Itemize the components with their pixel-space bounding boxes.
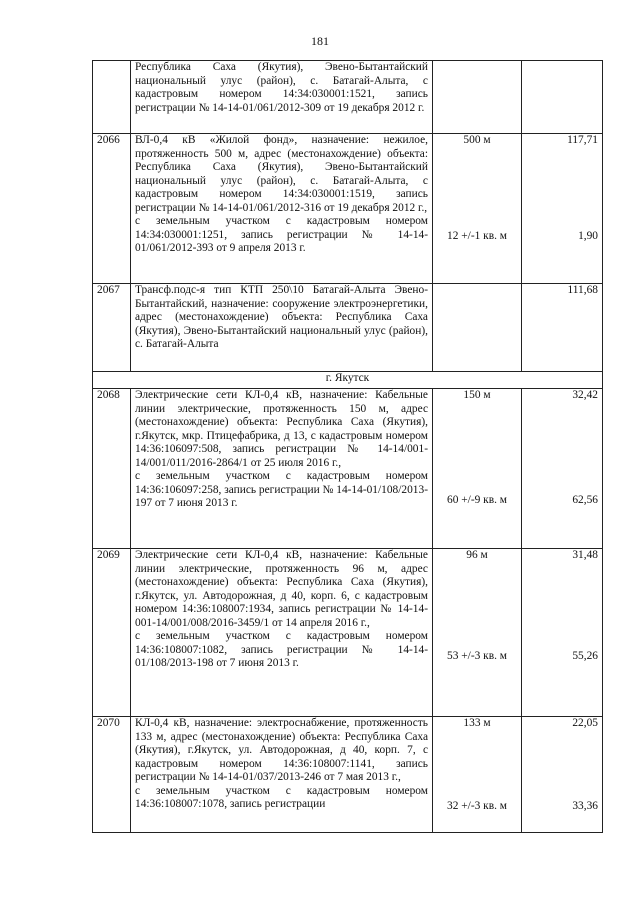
row-quantity xyxy=(433,284,522,372)
row-number: 2069 xyxy=(93,549,131,717)
row-number: 2067 xyxy=(93,284,131,372)
section-row xyxy=(93,372,603,389)
value-primary: 117,71 xyxy=(567,134,598,146)
value-land: 1,90 xyxy=(578,229,598,242)
row-quantity xyxy=(433,549,522,717)
row-quantity xyxy=(433,134,522,284)
value-land: 62,56 xyxy=(572,493,598,506)
value-primary: 111,68 xyxy=(567,284,598,296)
quantity-land: 12 +/-1 кв. м xyxy=(447,229,507,242)
row-quantity xyxy=(433,61,522,134)
table-row xyxy=(93,134,603,284)
row-value xyxy=(522,134,603,284)
row-description: ВЛ-0,4 кВ «Жилой фонд», назначение: нежилое, протяженность 500 м, адрес (местонахождение) объекта: Республика Саха (Якутия), Эвено-Бытантайский национальный улус (район), с. Батагай-Алыта, с кадастровым номером 14:34:030001:1519, запись регистрации № 14-14-01/061/2012-316 от 19 декабря 2012 г., с земельным участком с кадастровым номером 14:34:030001:1251, запись регистрации № 14-14-01/061/2012-393 от 9 апреля 2013 г. xyxy=(131,134,433,284)
value-primary: 32,42 xyxy=(572,389,598,401)
table-row xyxy=(93,61,603,134)
quantity-land: 60 +/-9 кв. м xyxy=(447,493,507,506)
table-row xyxy=(93,284,603,372)
quantity-primary: 500 м xyxy=(463,134,491,146)
row-value xyxy=(522,284,603,372)
row-number xyxy=(93,61,131,134)
row-value xyxy=(522,389,603,549)
value-land: 33,36 xyxy=(572,799,598,812)
row-description: КЛ-0,4 кВ, назначение: электроснабжение, протяженность 133 м, адрес (местонахождение) объекта: Республика Саха (Якутия), г.Якутск, ул. Автодорожная, д 40, корп. 7, с кадастровым номером 14:36:108007:1141, запись регистрации № 14-14-01/037/2013-246 от 7 мая 2013 г., с земельным участком с кадастровым номером 14:36:108007:1078, запись регистрации xyxy=(131,717,433,833)
row-description: Трансф.подс-я тип КТП 250\10 Батагай-Алыта Эвено-Бытантайский, назначение: сооружение электроэнергетики, адрес (местонахождение) объекта: Республика Саха (Якутия), Эвено-Бытантайский национальный улус (район), с. Батагай-Алыта xyxy=(131,284,433,372)
table-row xyxy=(93,389,603,549)
row-number: 2068 xyxy=(93,389,131,549)
row-number: 2070 xyxy=(93,717,131,833)
quantity-primary: 96 м xyxy=(466,549,488,561)
value-land: 55,26 xyxy=(572,649,598,662)
quantity-land: 53 +/-3 кв. м xyxy=(447,649,507,662)
row-description: Республика Саха (Якутия), Эвено-Бытантайский национальный улус (район), с. Батагай-Алыта, с кадастровым номером 14:34:030001:1521, запись регистрации № 14-14-01/061/2012-309 от 19 декабря 2012 г. xyxy=(131,61,433,134)
row-value xyxy=(522,717,603,833)
row-quantity xyxy=(433,717,522,833)
row-quantity xyxy=(433,389,522,549)
page-number: 181 xyxy=(311,34,329,48)
row-value xyxy=(522,549,603,717)
value-primary: 22,05 xyxy=(572,717,598,729)
table-row xyxy=(93,717,603,833)
registry-table xyxy=(92,60,603,833)
section-title: г. Якутск xyxy=(93,372,603,389)
quantity-primary: 133 м xyxy=(463,717,491,729)
row-description: Электрические сети КЛ-0,4 кВ, назначение: Кабельные линии электрические, протяженность 96 м, адрес (местонахождение) объекта: Республика Саха (Якутия), г.Якутск, ул. Автодорожная, д 40, корп. 6, с кадастровым номером 14:36:108007:1934, запись регистрации № 14-14-001-14/001/008/2016-3459/1 от 14 апреля 2016 г., с земельным участком с кадастровым номером 14:36:108007:1082, запись регистрации № 14-14-01/108/2013-198 от 7 июня 2013 г. xyxy=(131,549,433,717)
value-primary: 31,48 xyxy=(572,549,598,561)
quantity-land: 32 +/-3 кв. м xyxy=(447,799,507,812)
table-row xyxy=(93,549,603,717)
quantity-primary: 150 м xyxy=(463,389,491,401)
row-number: 2066 xyxy=(93,134,131,284)
row-value xyxy=(522,61,603,134)
row-description: Электрические сети КЛ-0,4 кВ, назначение: Кабельные линии электрические, протяженность 150 м, адрес (местонахождение) объекта: Республика Саха (Якутия), г.Якутск, мкр. Птицефабрика, д 13, с кадастровым номером 14:36:106097:508, запись регистрации № 14-14/001-14/001/011/2016-2864/1 от 25 июля 2016 г., с земельным участком с кадастровым номером 14:36:106097:258, запись регистрации № 14-14-01/108/2013-197 от 7 июня 2013 г. xyxy=(131,389,433,549)
